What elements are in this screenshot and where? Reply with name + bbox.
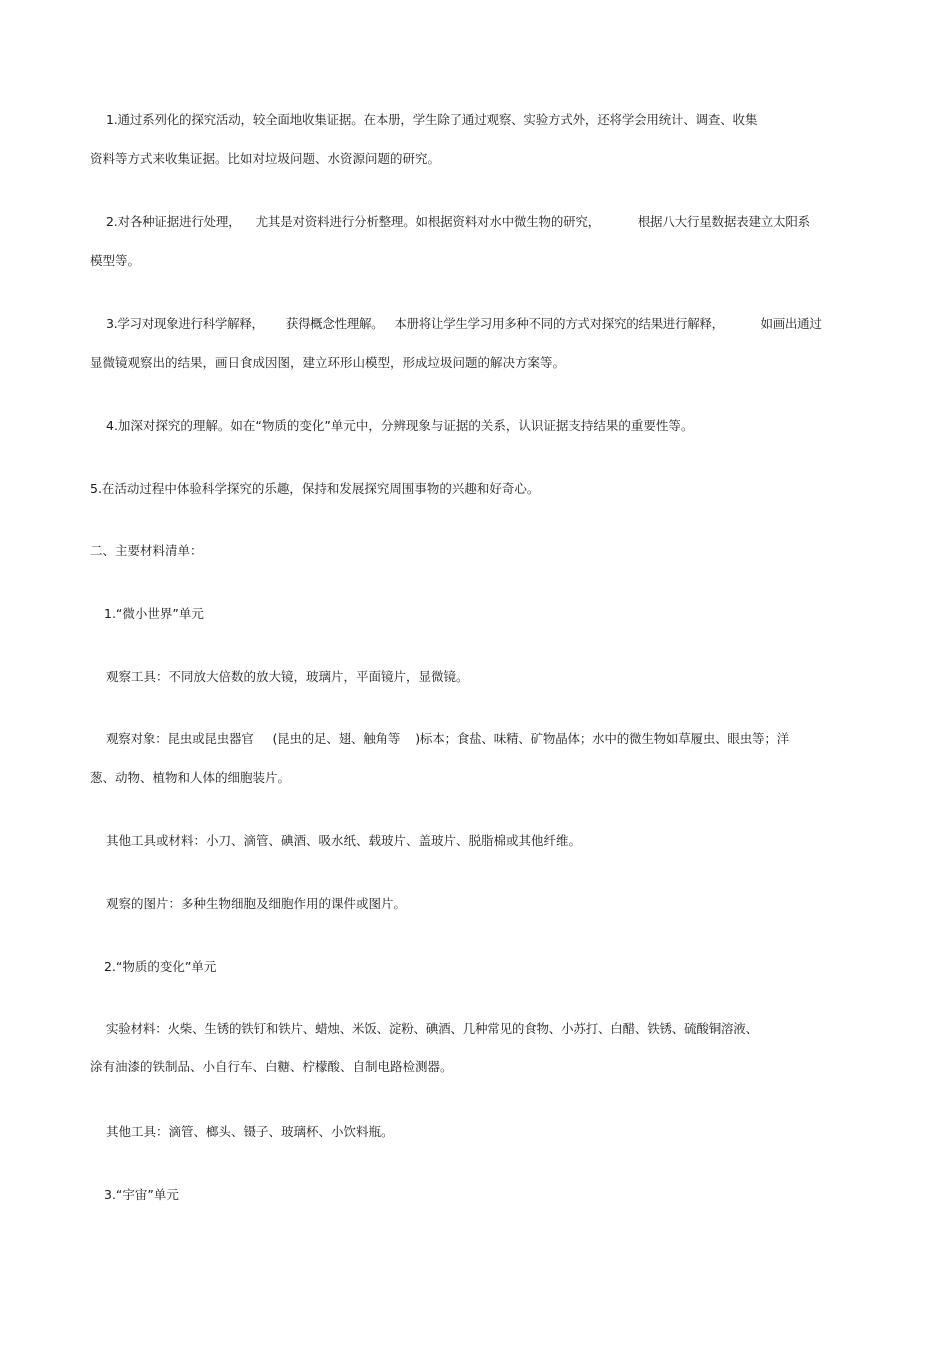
- unit-heading-micro-world: 1.“微小世界”单元: [104, 606, 204, 621]
- paragraph-2-line-1: 2.对各种证据进行处理， 尤其是对资料进行分析整理。如根据资料对水中微生物的研究， 根据八大行星数据表建立太阳系: [106, 214, 810, 229]
- paragraph-3-line-2: 显微镜观察出的结果，画日食成因图，建立环形山模型，形成垃圾问题的解决方案等。: [90, 355, 566, 370]
- paragraph-3-line-1: 3.学习对现象进行科学解释， 获得概念性理解。 本册将让学生学习用多种不同的方式对探究的结果进行解释， 如画出通过: [106, 316, 822, 331]
- experiment-materials-line-2: 涂有油漆的铁制品、小自行车、白糖、柠檬酸、自制电路检测器。: [90, 1059, 453, 1074]
- observation-pictures: 观察的图片：多种生物细胞及细胞作用的课件或图片。: [106, 896, 407, 911]
- section-heading-materials: 二、主要材料清单：: [90, 543, 203, 558]
- other-tools: 其他工具：滴管、榔头、镊子、玻璃杯、小饮料瓶。: [106, 1124, 394, 1139]
- experiment-materials-line-1: 实验材料：火柴、生锈的铁钉和铁片、蜡烛、米饭、淀粉、碘酒、几种常见的食物、小苏打、白醋、铁锈、硫酸铜溶液、: [106, 1021, 758, 1036]
- unit-heading-matter-changes: 2.“物质的变化”单元: [104, 959, 217, 974]
- observation-tools: 观察工具：不同放大倍数的放大镜，玻璃片，平面镜片，显微镜。: [106, 669, 469, 684]
- observation-objects-line-2: 葱、动物、植物和人体的细胞装片。: [90, 770, 291, 785]
- paragraph-5: 5.在活动过程中体验科学探究的乐趣，保持和发展探究周围事物的兴趣和好奇心。: [90, 481, 540, 496]
- other-tools-materials: 其他工具或材料：小刀、滴管、碘酒、吸水纸、载玻片、盖玻片、脱脂棉或其他纤维。: [106, 833, 582, 848]
- paragraph-4: 4.加深对探究的理解。如在“物质的变化”单元中，分辨现象与证据的关系，认识证据支持结果的重要性等。: [106, 418, 694, 433]
- unit-heading-universe: 3.“宇宙”单元: [104, 1187, 179, 1202]
- paragraph-2-line-2: 模型等。: [90, 253, 141, 268]
- paragraph-1-line-2: 资料等方式来收集证据。比如对垃圾问题、水资源问题的研究。: [90, 151, 441, 166]
- observation-objects-line-1: 观察对象：昆虫或昆虫器官 (昆虫的足、翅、触角等 )标本；食盐、味精、矿物晶体；水中的微生物如草履虫、眼虫等；洋: [106, 731, 789, 746]
- paragraph-1-line-1: 1.通过系列化的探究活动，较全面地收集证据。在本册，学生除了通过观察、实验方式外，还将学会用统计、调查、收集: [106, 112, 758, 127]
